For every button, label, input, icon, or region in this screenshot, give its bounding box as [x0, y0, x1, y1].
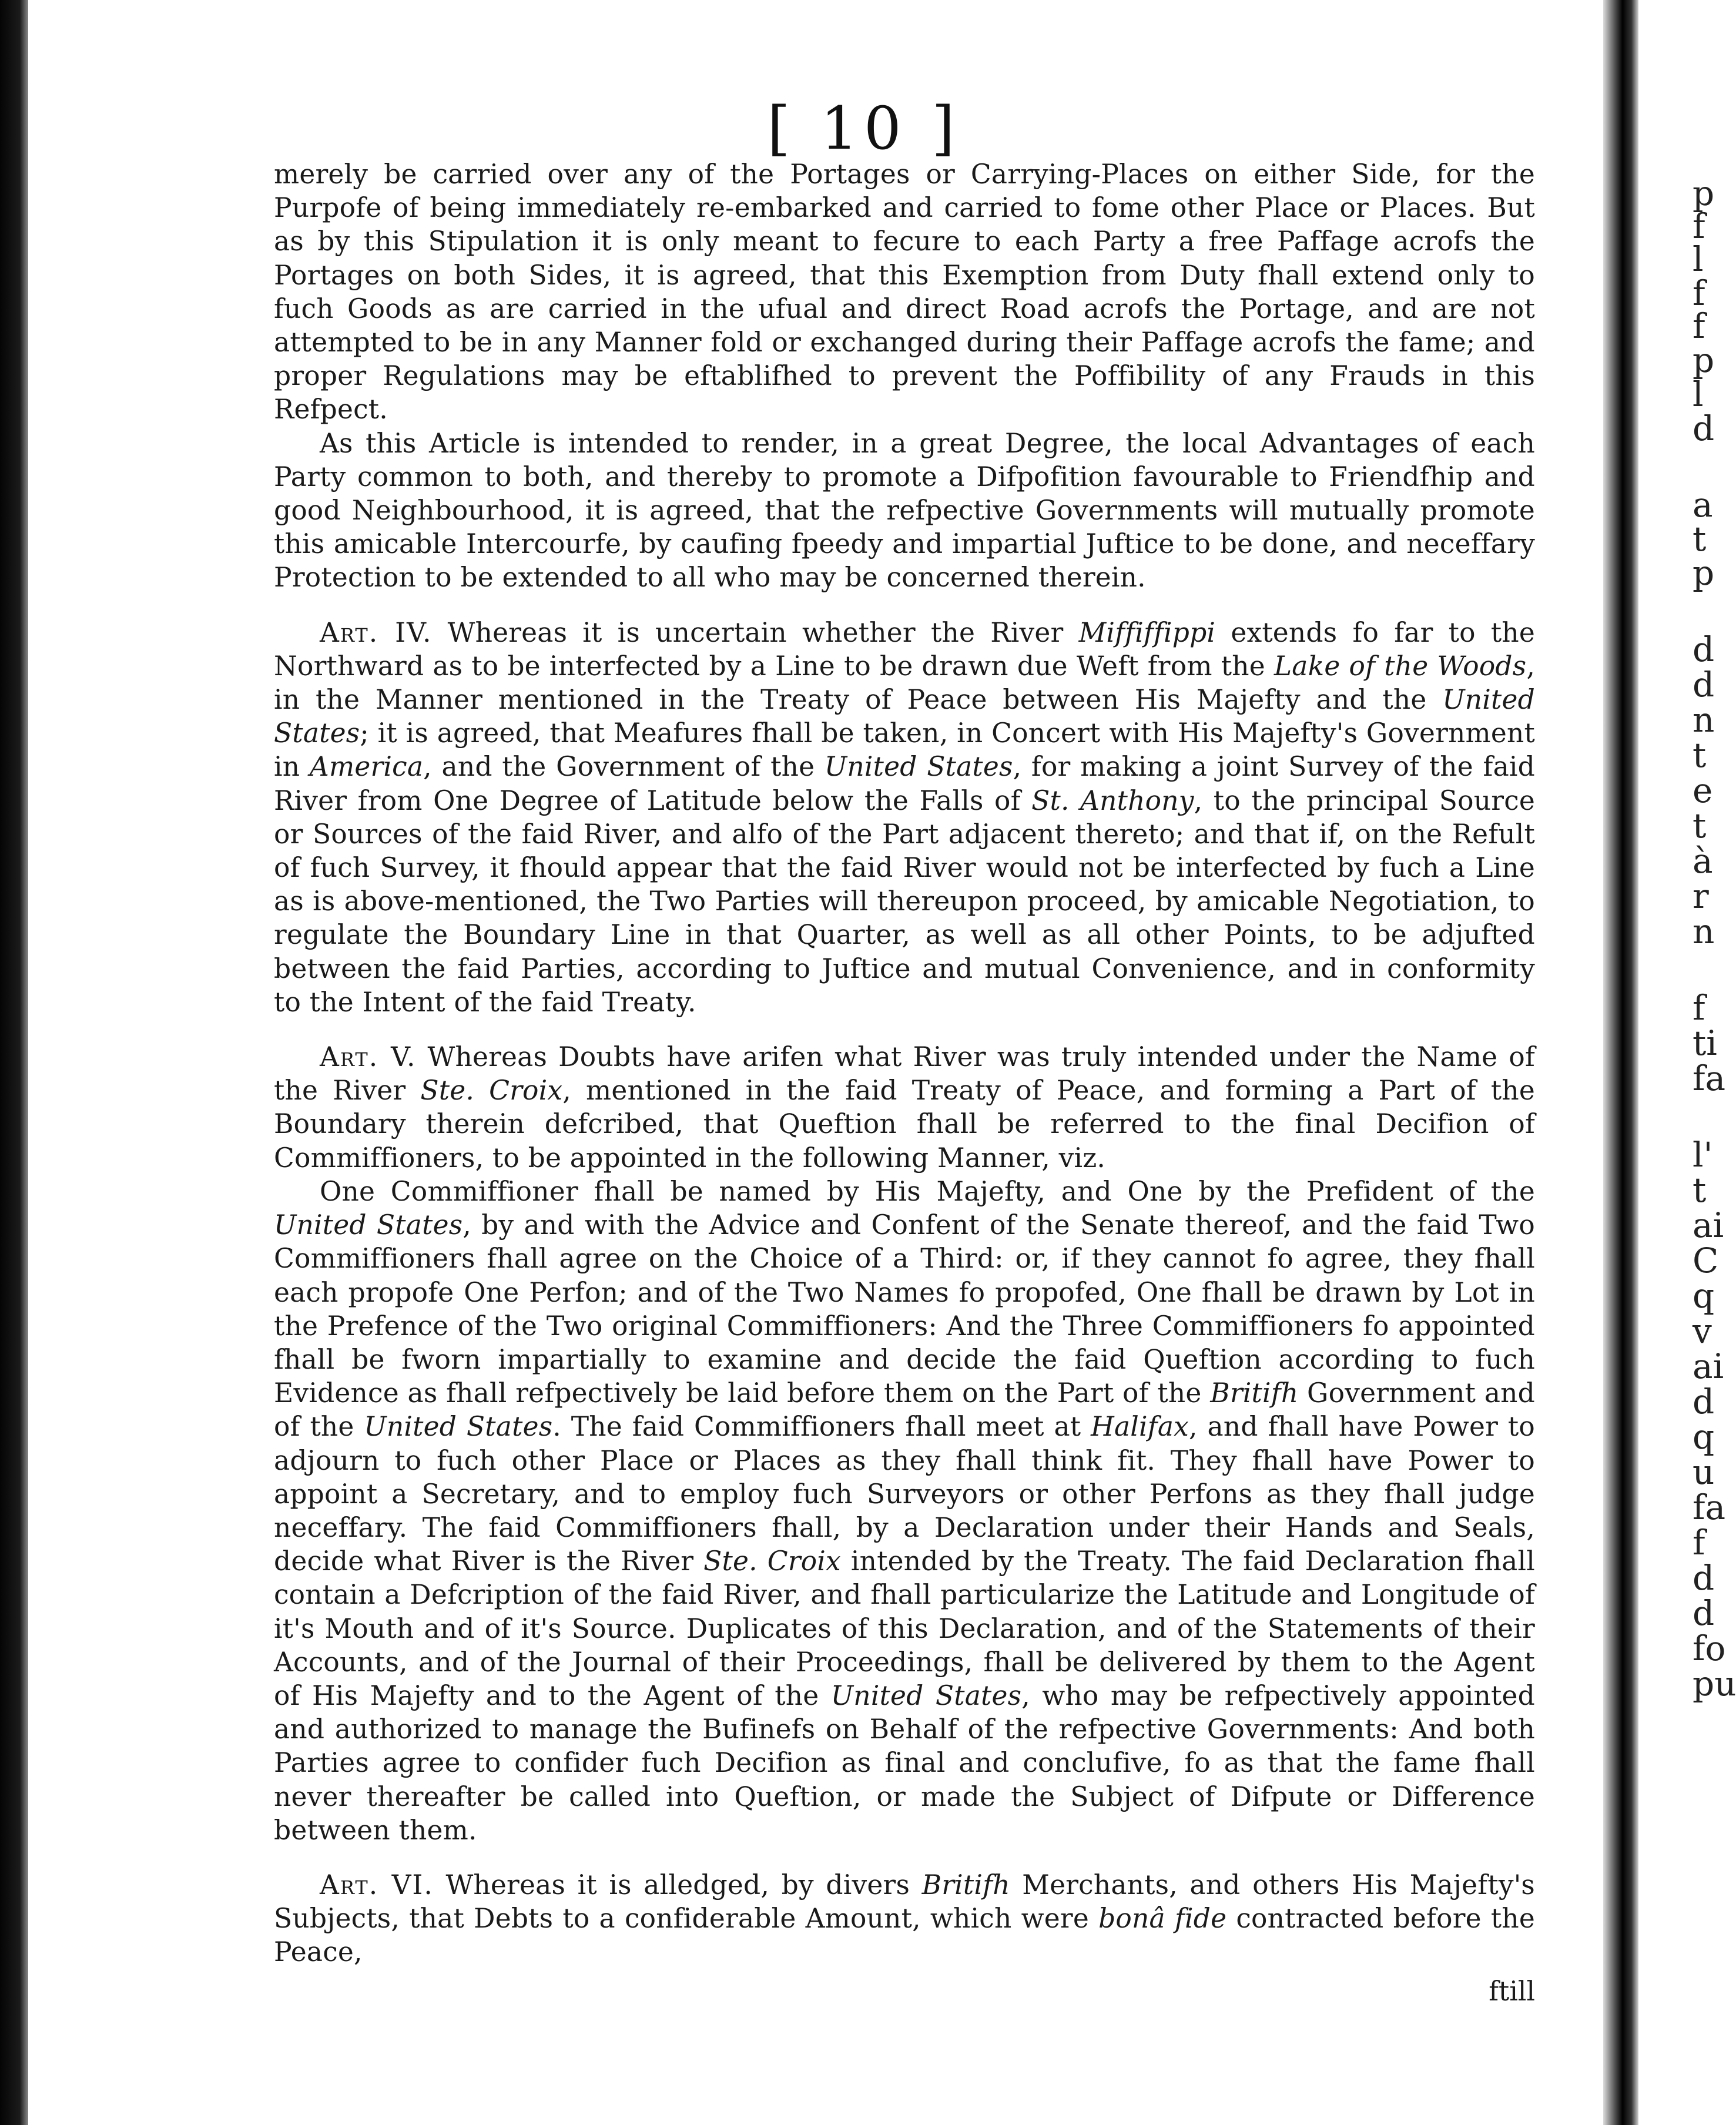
main-text [274, 157, 1535, 1969]
commissioners-text: One Commiffioner fhall be named by His Majefty, and One by the Prefident of the [320, 1175, 1535, 1207]
facing-page-letter: q [1693, 1276, 1715, 1316]
facing-page-letter: d [1693, 1382, 1715, 1422]
facing-page-letter: e [1693, 770, 1713, 810]
facing-page-letter: d [1693, 1593, 1715, 1633]
commissioners-italic: Halifax [1091, 1411, 1189, 1443]
facing-page-letter: fa [1693, 1487, 1726, 1527]
scan-edge-left [0, 0, 28, 2125]
catchword: ftill [1489, 1976, 1535, 2007]
facing-page-letter: ai [1693, 1205, 1724, 1245]
commissioners-text: , and fhall have Power to adjourn to fuch other Place or Places as they fhall think fit. They fhall have Power to appoint a Secretary, and to employ fuch Surveyors or other Perfons as they fhall judge neceffary. The faid Commiffioners fhall, by a Declaration under their Hands and Seals, decide what River is the River [274, 1411, 1535, 1577]
article-iv-italic: United States [274, 684, 1535, 749]
commissioners-text: intended by the Treaty. The faid Declaration fhall contain a Defcription of the faid River, and fhall particularize the Latitude and Longitude of it's Mouth and of it's Source. Duplicates of this Declaration, and of the Statements of their Accounts, and of the Journal of their Proceedings, fhall be delivered by them to the Agent of His Majefty and to the Agent of the [274, 1546, 1535, 1711]
facing-page-letter: q [1693, 1417, 1715, 1457]
facing-page-letter: l [1693, 239, 1704, 279]
article-vi-text: contracted before the Peace, [274, 1903, 1536, 1968]
article-iv-text: ; it is agreed, that Meafures fhall be taken, in Concert with His Majefty's Government in [274, 718, 1535, 783]
facing-page-letter: p [1693, 173, 1715, 213]
commissioners-text: Government and of the [274, 1377, 1535, 1443]
commissioners-italic: United States [274, 1209, 463, 1241]
article-v-text: Whereas Doubts have arifen what River was truly intended under the Name of the River [274, 1041, 1535, 1107]
article-vi-heading: Art. VI. [320, 1869, 434, 1901]
facing-page-letter: a [1693, 485, 1713, 525]
facing-page-letter: p [1693, 553, 1715, 593]
facing-page-letter: f [1693, 206, 1705, 246]
article-vi-italic: bonâ fide [1098, 1903, 1227, 1935]
commissioners-text: , who may be refpectively appointed and authorized to manage the Bufinefs on Behalf of the refpective Governments: And both Parties agree to confider fuch Decifion as final and conclufive, fo as that the fame fhall never thereafter be called into Queftion, or made the Subject of Difpute or Difference between them. [274, 1680, 1535, 1846]
facing-page-letter: d [1693, 1558, 1715, 1598]
facing-page-letter: l [1693, 374, 1704, 414]
facing-page-letter: fa [1693, 1058, 1726, 1098]
facing-page-letter: à [1693, 841, 1713, 881]
article-iv-text: Whereas it is uncertain whether the River [432, 616, 1079, 648]
facing-page-letter: d [1693, 665, 1715, 705]
facing-page-letter: d [1693, 408, 1715, 448]
commissioners-italic: United States [830, 1680, 1022, 1711]
article-v-text: , mentioned in the faid Treaty of Peace, and forming a Part of the Boundary therein defcribed, that Queftion fhall be referred to the final Decifion of Commiffioners, to be appointed in the following Manner, viz. [274, 1075, 1536, 1174]
article-iv-italic: America [309, 751, 424, 783]
article-iv-text: , and the Government of the [423, 751, 825, 783]
article-iv-text: , to the principal Source or Sources of the faid River, and alfo of the Part adjacent thereto; and that if, on the Refult of fuch Survey, it fhould appear that the faid River would not be interfected by fuch a Line as is above-mentioned, the Two Parties will thereupon proceed, by amicable Negotiation, to regulate the Boundary Line in that Quarter, as well as all other Points, to be adjufted between the faid Parties, according to Juftice and mutual Convenience, and in conformity to the Intent of the faid Treaty. [274, 785, 1536, 1018]
facing-page-letter: n [1693, 700, 1715, 740]
facing-page-letter: fo [1693, 1628, 1726, 1668]
commissioners-italic: Britifh [1210, 1377, 1299, 1409]
article-iv-text: , for making a joint Survey of the faid River from One Degree of Latitude below the Falls of [274, 751, 1536, 816]
facing-page-letter: f [1693, 1523, 1705, 1563]
article-vi [274, 1868, 1535, 1969]
article-iv-text: , in the Manner mentioned in the Treaty of Peace between His Majefty and the [274, 650, 1535, 716]
article-vi-italic: Britifh [921, 1869, 1010, 1901]
article-v [274, 1040, 1535, 1175]
article-iv-italic: Lake of the Woods [1273, 650, 1527, 682]
article-iv-heading: Art. IV. [320, 616, 433, 648]
article-iv-italic: United States [824, 751, 1013, 783]
facing-page-letter: t [1693, 1170, 1707, 1210]
commissioners-text: . The faid Commiffioners fhall meet at [552, 1411, 1091, 1443]
article-iv-italic: St. Anthony [1031, 785, 1194, 816]
paragraph-portages: merely be carried over any of the Portages or Carrying-Places on either Side, for the Purpofe of being immediately re-embarked and carried to fome other Place or Places. But as by this Stipulation it is only meant to fecure to each Party a free Paffage acrofs the Portages on both Sides, it is agreed, that this Exemption from Duty fhall extend only to fuch Goods as are carried in the ufual and direct Road acrofs the Portage, and are not attempted to be in any Manner fold or exchanged during their Paffage acrofs the fame; and proper Regulations may be eftablifhed to prevent the Poffibility of any Frauds in this Refpect. [274, 159, 1535, 425]
facing-page-letter: d [1693, 629, 1715, 669]
article-vi-text: Whereas it is alledged, by divers [433, 1869, 922, 1901]
facing-page-letter: pu [1693, 1664, 1736, 1704]
facing-page-letter: u [1693, 1452, 1715, 1492]
page-number: [ 10 ] [767, 94, 961, 163]
facing-page-fragment [1638, 0, 1736, 2125]
facing-page-letter: r [1693, 876, 1709, 916]
article-vi-text: Merchants, and others His Majefty's Subjects, that Debts to a confiderable Amount, which were [274, 1869, 1535, 1935]
facing-page-letter: t [1693, 519, 1707, 559]
article-iv-text: extends fo far to the Northward as to be interfected by a Line to be drawn due Weft from the [274, 616, 1535, 682]
commissioners-italic: United States [364, 1411, 553, 1443]
facing-page-letter: ai [1693, 1346, 1724, 1386]
commissioners-italic: Ste. Croix [703, 1546, 841, 1577]
facing-page-letter: f [1693, 306, 1705, 346]
facing-page-letter: n [1693, 911, 1715, 951]
article-v-heading: Art. V. [320, 1041, 417, 1073]
commissioners-text: , by and with the Advice and Confent of the Senate thereof, and the faid Two Commiffioners fhall agree on the Choice of a Third: or, if they cannot fo agree, they fhall each propofe One Perfon; and of the Two Names fo propofed, One fhall be drawn by Lot in the Prefence of the Two original Commiffioners: And the Three Commiffioners fo appointed fhall be fworn impartially to examine and decide the faid Queftion according to fuch Evidence as fhall refpectively be laid before them on the Part of the [274, 1209, 1535, 1409]
paragraph-local-advantages: As this Article is intended to render, in a great Degree, the local Advantages of each Party common to both, and thereby to promote a Difpofition favourable to Friendfhip and good Neighbourhood, it is agreed, that the refpective Governments will mutually promote this amicable Intercourfe, by caufing fpeedy and impartial Juftice to be done, and neceffary Protection to be extended to all who may be concerned therein. [274, 427, 1535, 594]
facing-page-letter: C [1693, 1241, 1719, 1281]
facing-page-letter: p [1693, 340, 1715, 380]
facing-page-letter: f [1693, 988, 1705, 1028]
article-iv [274, 616, 1535, 1019]
article-v-italic: Ste. Croix [420, 1075, 563, 1107]
facing-page-letter: f [1693, 273, 1705, 313]
facing-page-letter: t [1693, 735, 1707, 775]
facing-page-letter: v [1693, 1311, 1712, 1351]
facing-page-letter: t [1693, 806, 1707, 846]
paragraph-commissioners [274, 1175, 1535, 1847]
book-gutter [1603, 0, 1638, 2125]
facing-page-letter: l' [1693, 1135, 1713, 1175]
article-iv-italic: Miffiffippi [1078, 616, 1216, 648]
facing-page-letter: ti [1693, 1023, 1717, 1063]
